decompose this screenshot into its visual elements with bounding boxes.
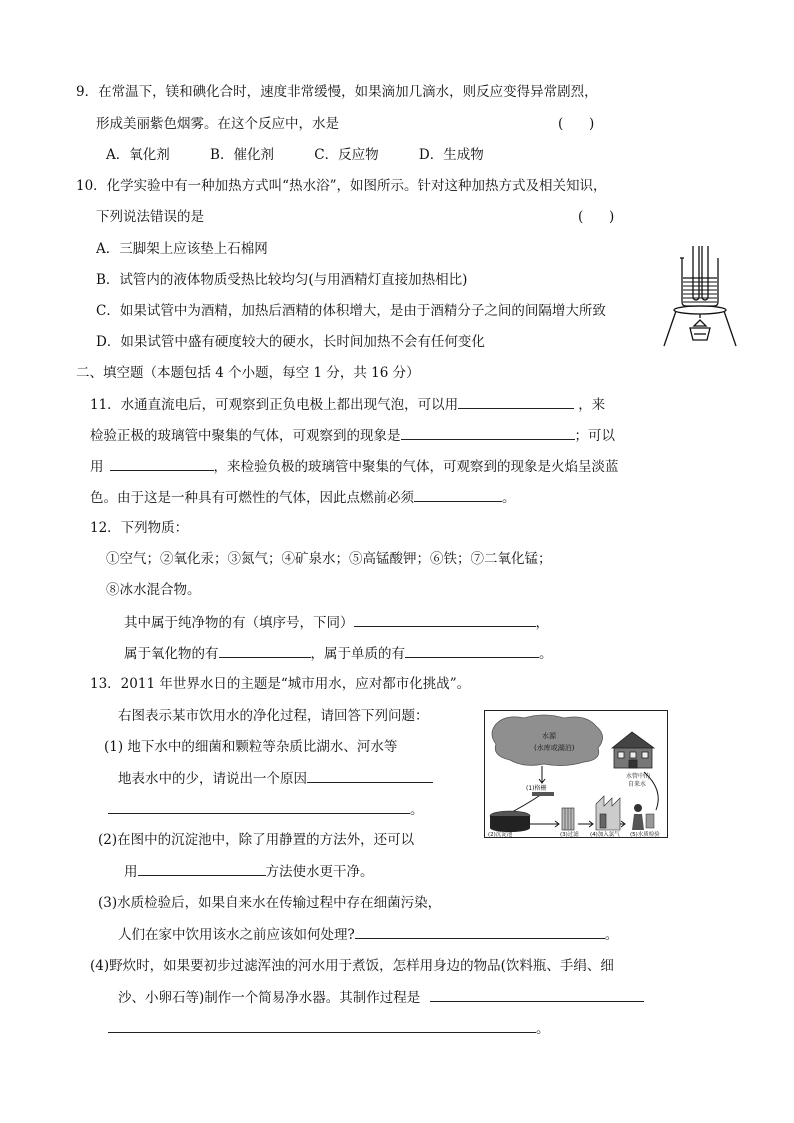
q12-text-a2end: 。 xyxy=(539,646,553,662)
water-bath-apparatus-figure xyxy=(660,240,740,352)
q12-text-a2b: ，属于单质的有 xyxy=(310,646,405,662)
q13-blank-process-b[interactable] xyxy=(108,1018,536,1033)
q13-text-p2c: 方法使水更干净。 xyxy=(265,864,374,880)
q9-answer-paren: ( ) xyxy=(558,116,595,132)
q13-blank-reason-b[interactable] xyxy=(108,799,410,814)
q11-blank-3[interactable] xyxy=(110,456,214,471)
water-purification-diagram xyxy=(484,710,668,838)
q11-text-2b: ；可以 xyxy=(574,428,615,444)
q10-option-a: A．三脚架上应该垫上石棉网 xyxy=(96,241,268,257)
q9-options xyxy=(106,145,520,165)
q10-line1: 10．化学实验中有一种加热方式叫“热水浴”，如图所示。针对这种加热方式及相关知识， xyxy=(76,178,607,194)
q13-text-p2b: 用 xyxy=(124,864,138,880)
q9-option-c: C．反应物 xyxy=(314,147,379,163)
q10-line2: 下列说法错误的是 xyxy=(96,209,204,225)
house-label-1: 水管中的 xyxy=(626,773,651,780)
step4-label: (4)加入氯气 xyxy=(590,832,620,838)
q13-part3-line2 xyxy=(118,924,618,945)
q12-items-line1: ①空气；②氧化汞；③氮气；④矿泉水；⑤高锰酸钾；⑥铁；⑦二氧化锰； xyxy=(106,551,552,567)
q9-line2: 形成美丽紫色烟雾。在这个反应中，水是 xyxy=(96,116,339,132)
q13-part4-line2 xyxy=(118,987,644,1008)
q11-blank-1[interactable] xyxy=(458,394,574,409)
q12-text-a1end: ， xyxy=(535,615,549,631)
q13-text-p3b: 人们在家中饮用该水之前应该如何处理? xyxy=(118,927,355,943)
q11-line3 xyxy=(90,456,619,477)
q10-option-d: D．如果试管中盛有硬度较大的硬水，长时间加热不会有任何变化 xyxy=(96,334,485,350)
q13-part1-line3 xyxy=(108,799,424,820)
screen-icon xyxy=(532,792,554,796)
q12-blank-element[interactable] xyxy=(405,643,539,658)
q12-items-line2: ⑧冰水混合物。 xyxy=(106,582,201,598)
q9-option-d: D．生成物 xyxy=(418,147,484,163)
q12-blank-oxide[interactable] xyxy=(219,643,311,658)
q11-line2 xyxy=(90,425,615,446)
q12-answer-line1 xyxy=(124,612,549,633)
step3-label: (3)过滤 xyxy=(560,832,579,838)
q11-line4 xyxy=(90,487,516,508)
water-source-cloud xyxy=(492,715,603,766)
q12-text-a1: 其中属于纯净物的有（填序号，下同） xyxy=(124,615,354,631)
q11-text-3b: ，来检验负极的玻璃管中聚集的气体，可观察到的现象是火焰呈淡蓝 xyxy=(213,459,619,475)
q13-part2-line2 xyxy=(124,861,374,882)
cloud-label-2: (水库或湖泊) xyxy=(534,744,575,752)
q10-option-b: B．试管内的液体物质受热比较均匀(与用酒精灯直接加热相比) xyxy=(96,272,468,288)
q11-text-4b: 。 xyxy=(502,490,516,506)
q10-option-c: C．如果试管中为酒精，加热后酒精的体积增大，是由于酒精分子之间的间隔增大所致 xyxy=(96,303,606,319)
q12-answer-line2 xyxy=(124,643,553,664)
q9-option-b: B．催化剂 xyxy=(210,147,274,163)
q13-intro: 右图表示某市饮用水的净化过程，请回答下列问题： xyxy=(118,708,429,724)
q13-part4-line1: (4)野炊时，如果要初步过滤浑浊的河水用于煮饭，怎样用身边的物品(饮料瓶、手绢、细 xyxy=(90,958,614,974)
q13-text-p1end: 。 xyxy=(410,802,424,818)
sedimentation-tank-icon xyxy=(490,811,530,832)
q13-text-p1b: 地表水中的少，请说出一个原因 xyxy=(118,771,307,787)
q11-text-3a: 用 xyxy=(90,459,104,475)
q10-answer-paren: ( ) xyxy=(578,209,615,225)
section2-title: 二、填空题（本题包括 4 个小题，每空 1 分，共 16 分） xyxy=(76,365,420,381)
q9-option-a: A．氧化剂 xyxy=(106,147,170,163)
q13-blank-method[interactable] xyxy=(138,861,266,876)
q12-title: 12．下列物质： xyxy=(90,520,189,536)
q13-text-p4end: 。 xyxy=(536,1021,550,1037)
q13-blank-treatment[interactable] xyxy=(355,924,605,939)
q13-text-p4b: 沙、小卵石等)制作一个简易净水器。其制作过程是 xyxy=(118,990,421,1006)
q13-blank-reason-a[interactable] xyxy=(307,768,433,783)
q13-part4-line3 xyxy=(108,1018,550,1039)
cloud-label-1: 水源 xyxy=(542,732,556,740)
q11-text-4a: 色。由于这是一种具有可燃性的气体，因此点燃前必须 xyxy=(90,490,414,506)
q12-blank-pure[interactable] xyxy=(354,612,536,627)
q9-line1: 9．在常温下，镁和碘化合时，速度非常缓慢，如果滴加几滴水，则反应变得异常剧烈， xyxy=(76,84,598,100)
step5-label: (5)水质检验 xyxy=(630,832,660,838)
q13-title: 13．2011 年世界水日的主题是“城市用水，应对都市化挑战”。 xyxy=(90,676,471,692)
q13-text-p3end: 。 xyxy=(604,927,619,943)
step2-label: (2)沉淀池 xyxy=(488,832,513,838)
q11-line1 xyxy=(90,394,605,415)
q13-part1-line1: (1) 地下水中的细菌和颗粒等杂质比湖水、河水等 xyxy=(104,739,398,755)
filter-icon xyxy=(562,808,574,830)
q13-part2-line1: (2)在图中的沉淀池中，除了用静置的方法外，还可以 xyxy=(98,832,415,848)
q11-text-1b: ，来 xyxy=(578,397,606,413)
q13-blank-process-a[interactable] xyxy=(430,987,644,1002)
house-label-2: 自来水 xyxy=(628,781,647,788)
q11-text-1a: 11．水通直流电后，可观察到正负电极上都出现气泡，可以用 xyxy=(90,397,459,413)
q11-text-2a: 检验正极的玻璃管中聚集的气体，可观察到的现象是 xyxy=(90,428,401,444)
step1-label: (1)格栅 xyxy=(526,785,547,792)
q13-part1-line2 xyxy=(118,768,433,789)
q11-blank-2[interactable] xyxy=(401,425,575,440)
q13-part3-line1: (3)水质检验后，如果自来水在传输过程中存在细菌污染， xyxy=(98,895,442,911)
q12-text-a2a: 属于氧化物的有 xyxy=(124,646,219,662)
q11-blank-4[interactable] xyxy=(414,487,502,502)
